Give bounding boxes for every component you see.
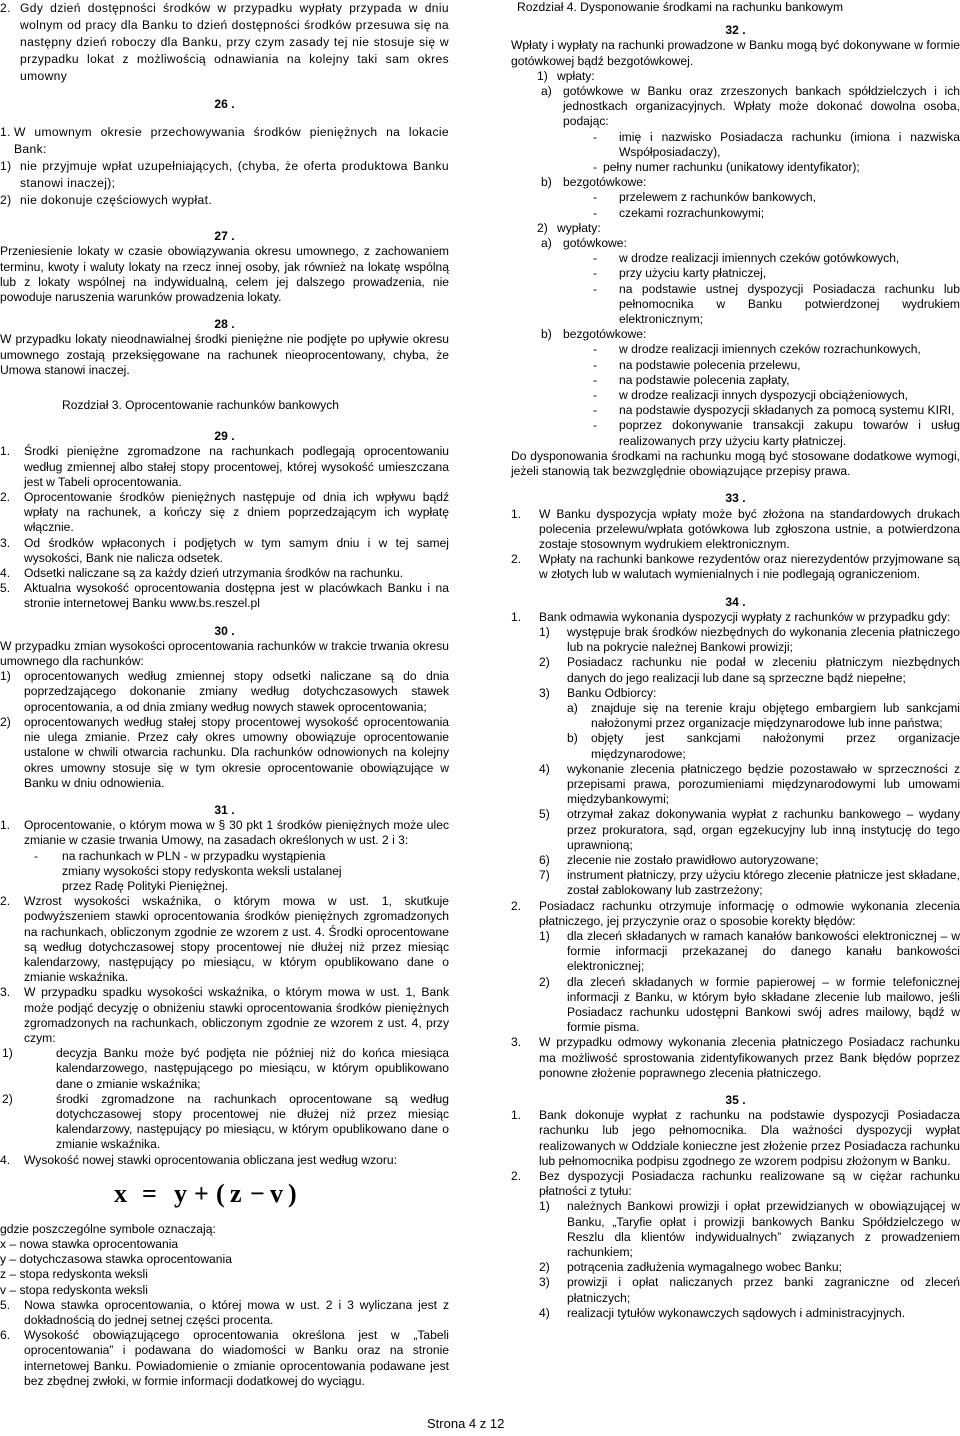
- list-item: - na podstawie ustnej dyspozycji Posiadacza rachunku lub pełnomocnika w Banku potwierdzonej wydrukiem elektronicznym;: [593, 281, 960, 327]
- chapter-4-heading: Rozdział 4. Dysponowanie środkami na rachunku bankowym: [517, 0, 844, 14]
- list-item: - czekami rozrachunkowymi;: [593, 205, 765, 220]
- section-28-text: W przypadku lokaty nieodnawialnej środki pieniężne nie podjęte po upływie okresu umownego zostają przeksięgowane na rachunek nieoprocentowany, chyba, że Umowa stanowi inaczej.: [0, 332, 449, 377]
- symbol-z: z – stopa redyskonta weksli: [0, 1267, 148, 1282]
- list-item: 4) wykonanie zlecenia płatniczego będzie pozostawało w sprzeczności z przepisami prawa, porozumieniami międzynarodowymi lub umowami międzybankowymi;: [539, 761, 960, 807]
- list-item: 1) oprocentowanych według zmiennej stopy odsetki naliczane są do dnia poprzedzającego dokonanie zmiany według dotychczasowych stawek oprocentowania, a od dnia zmiany według nowych stawek oprocentowania;: [0, 669, 449, 714]
- list-item: 1) dla zleceń składanych w ramach kanałów bankowości elektronicznej – w formie informacji przekazanej do danego kanału bankowości elektronicznej;: [539, 928, 960, 974]
- list-item: 4. Wysokość nowej stawki oprocentowania obliczana jest według wzoru:: [0, 1152, 397, 1167]
- list-item: 1) decyzja Banku może być podjęta nie później niż do końca miesiąca kalendarzowego, następującego po miesiącu, w którym opublikowano dane o zmianie wskaźnika;: [2, 1046, 449, 1091]
- list-item: 1) wpłaty:: [537, 68, 595, 83]
- list-item: 2) Posiadacz rachunku nie podał w zleceniu płatniczym niezbędnych danych do jego realizacji lub dane są sprzeczne bądź niepełne;: [539, 655, 960, 685]
- section-26-title: 26 .: [214, 97, 235, 111]
- list-item: - na podstawie polecenia przelewu,: [593, 357, 801, 372]
- list-item: 3. W przypadku spadku wysokości wskaźnika, o którym mowa w ust. 1, Bank może podjąć decyzję o obniżeniu stawki oprocentowania środków pieniężnych zgromadzonych na rachunkach, obliczonym zgodnie ze wzorem z ust. 4, przy czym:: [0, 985, 449, 1045]
- list-item: 1. Bank dokonuje wypłat z rachunku na podstawie dyspozycji Posiadacza rachunku lub jego pełnomocnika. Dla ważności dyspozycji wypłat realizowanych w Oddziale konieczne jest złożenie przez Posiadacza rachunku lub pełnomocnika podpisu zgodnego ze wzorem podpisu złożonym w Banku.: [511, 1108, 960, 1168]
- list-item: 7) instrument płatniczy, przy użyciu którego zlecenie płatnicze jest składane, został zablokowany lub zastrzeżony;: [539, 868, 960, 898]
- list-item: 3) prowizji i opłat naliczanych przez banki zagraniczne od zleceń płatniczych;: [539, 1275, 960, 1305]
- left-column: [0, 0, 449, 1389]
- list-item: b) bezgotówkowe:: [541, 327, 647, 342]
- list-item: a) znajduje się na terenie kraju objętego embargiem lub sankcjami nałożonymi przez organizacje międzynarodowe lub inne państwa;: [567, 700, 960, 731]
- formula-v: v: [270, 1178, 283, 1208]
- list-item: 2. Oprocentowanie środków pieniężnych następuje od dnia ich wpływu bądź wpłaty na rachunek, a kończy się z dniem poprzedzającym ich wypłatę włącznie.: [0, 490, 449, 535]
- svg-text:−: −: [250, 1178, 265, 1208]
- list-item: 5) otrzymał zakaz dokonywania wypłat z rachunku bankowego – wydany przez prokuratora, sąd, organ egzekucyjny lub inną instytucję do tego uprawnioną;: [539, 807, 960, 852]
- right-column: [511, 0, 960, 1321]
- formula-y: y: [174, 1178, 187, 1208]
- list-item: 1. W umownym okresie przechowywania środków pieniężnych na lokacie Bank:: [0, 125, 449, 157]
- list-item: 1) występuje brak środków niezbędnych do wykonania zlecenia płatniczego lub na pokrycie należnej Bankowi prowizji;: [539, 624, 960, 655]
- symbol-y: y – dotychczasowa stawka oprocentowania: [0, 1252, 232, 1267]
- section-29-title: 29 .: [214, 429, 235, 444]
- section-35-title: 35 .: [725, 1093, 746, 1108]
- list-item: 2. Posiadacz rachunku otrzymuje informację o odmowie wykonania zlecenia płatniczego, jej przyczynie oraz o sposobie korekty błędów:: [511, 898, 960, 928]
- section-28-title: 28 .: [214, 317, 235, 332]
- svg-text:): ): [288, 1178, 297, 1208]
- list-item: - imię i nazwisko Posiadacza rachunku (imiona i nazwiska Współposiadaczy),: [593, 129, 960, 159]
- list-item: - pełny numer rachunku (unikatowy identyfikator);: [593, 160, 860, 175]
- list-item: - na rachunkach w PLN - w przypadku wystąpienia zmiany wysokości stopy redyskonta weksli ustalanej przez Radę Polityki Pieniężnej.: [34, 848, 342, 893]
- list-item: 5. Aktualna wysokość oprocentowania dostępna jest w placówkach Banku i na stronie internetowej Banku www.bs.reszel.pl: [0, 581, 449, 611]
- list-item: 2) potrącenia zadłużenia wymagalnego wobec Banku;: [539, 1260, 842, 1275]
- list-item: 2) oprocentowanych według stałej stopy procentowej wysokość oprocentowania nie ulega zmianie. Przez cały okres umowny obowiązuje oprocentowanie ustalone w chwili otwarcia rachunku. Dla rachunków odnowionych na kolejny okres umowny stosuje się w tym okresie oprocentowanie obowiązujące w Banku w dniu odnowienia.: [0, 714, 449, 790]
- section-30-intro: W przypadku zmian wysokości oprocentowania rachunków w trakcie trwania okresu umownego dla rachunków:: [0, 638, 449, 669]
- list-item: 2) wypłaty:: [537, 220, 601, 235]
- svg-text:(: (: [216, 1178, 225, 1208]
- section-32-intro: Wpłaty i wypłaty na rachunki prowadzone w Banku mogą być dokonywane w formie gotówkowej bądź bezgotówkowej.: [511, 38, 960, 68]
- list-item: - na podstawie polecenia zapłaty,: [593, 372, 790, 387]
- section-33-title: 33 .: [725, 491, 746, 506]
- intro-section: [0, 0, 449, 85]
- list-item: b) bezgotówkowe:: [541, 175, 647, 190]
- list-item: 6) zlecenie nie zostało prawidłowo autoryzowane;: [539, 852, 819, 867]
- svg-text:+: +: [194, 1178, 209, 1208]
- section-26: [0, 124, 449, 209]
- list-item: 2. Bez dyspozycji Posiadacza rachunku realizowane są w ciężar rachunku płatności z tytułu:: [511, 1169, 960, 1199]
- list-item: 3) Banku Odbiorcy:: [539, 685, 657, 700]
- section-27-title: 27 .: [214, 229, 235, 244]
- list-item: 3. Od środków wpłaconych i podjętych w tym samym dniu i w tej samej wysokości, Bank nie nalicza odsetek.: [0, 535, 449, 565]
- symbol-v: v – stopa redyskonta weksli: [0, 1282, 148, 1297]
- list-item: - na podstawie dyspozycji składanych za pomocą systemu KIRI,: [593, 403, 955, 418]
- interest-formula: [112, 1172, 449, 1216]
- list-item: - w drodze realizacji imiennych czeków rozrachunkowych,: [593, 342, 921, 357]
- section-34-title: 34 .: [725, 594, 746, 609]
- section-32-outro: Do dysponowania środkami na rachunku mogą być stosowane dodatkowe wymogi, jeżeli stanowią tak bezwzględnie obowiązujące przepisy prawa.: [511, 448, 960, 479]
- list-item: 1. Oprocentowanie, o którym mowa w § 30 pkt 1 środków pieniężnych może ulec zmianie w czasie trwania Umowy, na zasadach określonych w ust. 2 i 3:: [0, 818, 449, 848]
- list-item: 2. Gdy dzień dostępności środków w przypadku wypłaty przypada w dniu wolnym od pracy dla Banku to dzień dostępności środków przesuwa się na następny dzień roboczy dla Banku, przy czym zasady tej nie stosuje się w przypadku lokat z możliwością odnawiania na kolejny taki sam okres umowny: [0, 1, 449, 83]
- chapter-3-heading: Rozdział 3. Oprocentowanie rachunków bankowych: [62, 398, 339, 413]
- list-item: 1) nie przyjmuje wpłat uzupełniających, (chyba, że oferta produktowa Banku stanowi inaczej);: [0, 159, 449, 191]
- section-27-text: Przeniesienie lokaty w czasie obowiązywania okresu umownego, z zachowaniem terminu, kwoty i waluty lokaty na rzecz innej osoby, jak również na lokatę wspólną lub z lokaty wspólnej na indywidualną, celem jej dalszego prowadzenia, nie powoduje naruszenia warunków prowadzenia lokaty.: [0, 244, 449, 305]
- formula-image: [112, 1172, 342, 1216]
- list-item: 4. Odsetki naliczane są za każdy dzień utrzymania środków na rachunku.: [0, 566, 404, 581]
- formula-x: x: [114, 1178, 127, 1208]
- list-item: 2. Wpłaty na rachunki bankowe rezydentów oraz nierezydentów przyjmowane są w złotych lub w walutach wymienialnych i nie podlegają ograniczeniom.: [511, 552, 960, 582]
- section-32-title: 32 .: [725, 23, 746, 38]
- symbols-intro: gdzie poszczególne symbole oznaczają:: [0, 1221, 216, 1236]
- section-30-title: 30 .: [214, 623, 235, 638]
- list-item: 5. Nowa stawka oprocentowania, o której mowa w ust. 2 i 3 wyliczana jest z dokładnością do jednej setnej części procenta.: [0, 1297, 449, 1327]
- list-item: 2) środki zgromadzone na rachunkach oprocentowane są według dotychczasowej stopy procentowej nie dłużej niż przez miesiąc kalendarzowy, następujący po miesiącu, w którym opublikowano dane o zmianie wskaźnika.: [2, 1091, 449, 1152]
- formula-equals: =: [142, 1178, 157, 1208]
- list-item: 1. W Banku dyspozycja wpłaty może być złożona na standardowych drukach polecenia przelewu/wpłata gotówkowa lub zgłoszona ustnie, a potwierdzona zostaje stosownym wydrukiem elektronicznym.: [511, 506, 960, 551]
- section-29: [0, 444, 449, 611]
- list-item: 6. Wysokość obowiązującego oprocentowania określona jest w „Tabeli oprocentowania” i podawana do wiadomości w Banku oraz na stronie internetowej Banku. Powiadomienie o zmianie oprocentowania podawane jest bez zbędnej zwłoki, w formie informacji dodatkowej do wyciągu.: [0, 1328, 449, 1388]
- list-item: 4) realizacji tytułów wykonawczych sądowych i administracyjnych.: [539, 1305, 906, 1320]
- list-item: a) gotówkowe w Banku oraz zrzeszonych bankach spółdzielczych i ich jednostkach organizacyjnych. Wpłaty może dokonać dowolna osoba, podając:: [541, 84, 960, 129]
- list-item: 1) należnych Bankowi prowizji i opłat przewidzianych w obowiązującej w Banku, „Taryfie opłat i prowizji bankowych Banku Spółdzielczego w Reszlu dla klientów indywidualnych” związanych z prowadzeniem rachunkiem;: [539, 1199, 960, 1260]
- list-item: b) objęty jest sankcjami nałożonymi przez organizacje międzynarodowe;: [567, 731, 960, 761]
- page-number: Strona 4 z 12: [427, 1416, 505, 1431]
- section-31-title: 31 .: [214, 802, 235, 817]
- list-item: - przelewem z rachunków bankowych,: [593, 190, 816, 205]
- formula-z: z: [230, 1178, 242, 1208]
- list-item: 1. Środki pieniężne zgromadzone na rachunkach podlegają oprocentowaniu według zmiennej albo stałej stopy procentowej, której wysokość umieszczana jest w Tabeli oprocentowania.: [0, 444, 449, 489]
- list-item: - w drodze realizacji imiennych czeków gotówkowych,: [593, 251, 900, 266]
- list-item: 2. Wzrost wysokości wskaźnika, o którym mowa w ust. 1, skutkuje podwyższeniem stawki oprocentowania środków pieniężnych zgromadzonych na rachunkach, obliczonym zgodnie ze wzorem z ust. 4. Środki oprocentowane są według dotychczasowej stopy procentowej nie dłużej niż przez miesiąc kalendarzowy, następujący po miesiącu, w którym opublikowano dane o zmianie wskaźnika.: [0, 894, 449, 985]
- list-item: 2) dla zleceń składanych w formie papierowej – w formie telefonicznej informacji z Banku, w którym było składane zlecenie lub mailowo, jeśli Posiadacz rachunku udostępni Bankowi swój adres mailowy, bądź w formie pisma.: [539, 974, 960, 1035]
- list-item: - przy użyciu karty płatniczej,: [593, 266, 767, 281]
- list-item: - poprzez dokonywanie transakcji zakupu towarów i usług realizowanych przy użyciu karty płatniczej.: [593, 418, 960, 448]
- list-item: a) gotówkowe:: [541, 236, 627, 251]
- list-item: 1. Bank odmawia wykonania dyspozycji wypłaty z rachunków w przypadku gdy:: [511, 609, 951, 624]
- list-item: 2) nie dokonuje częściowych wypłat.: [0, 193, 213, 208]
- list-item: 3. W przypadku odmowy wykonania zlecenia płatniczego Posiadacz rachunku ma możliwość sprostowania zidentyfikowanych przez Bank błędów poprzez ponowne złożenie poprawnego zlecenia płatniczego.: [511, 1035, 960, 1080]
- symbol-x: x – nowa stawka oprocentowania: [0, 1236, 179, 1251]
- list-item: - w drodze realizacji innych dyspozycji obciążeniowych,: [593, 388, 909, 403]
